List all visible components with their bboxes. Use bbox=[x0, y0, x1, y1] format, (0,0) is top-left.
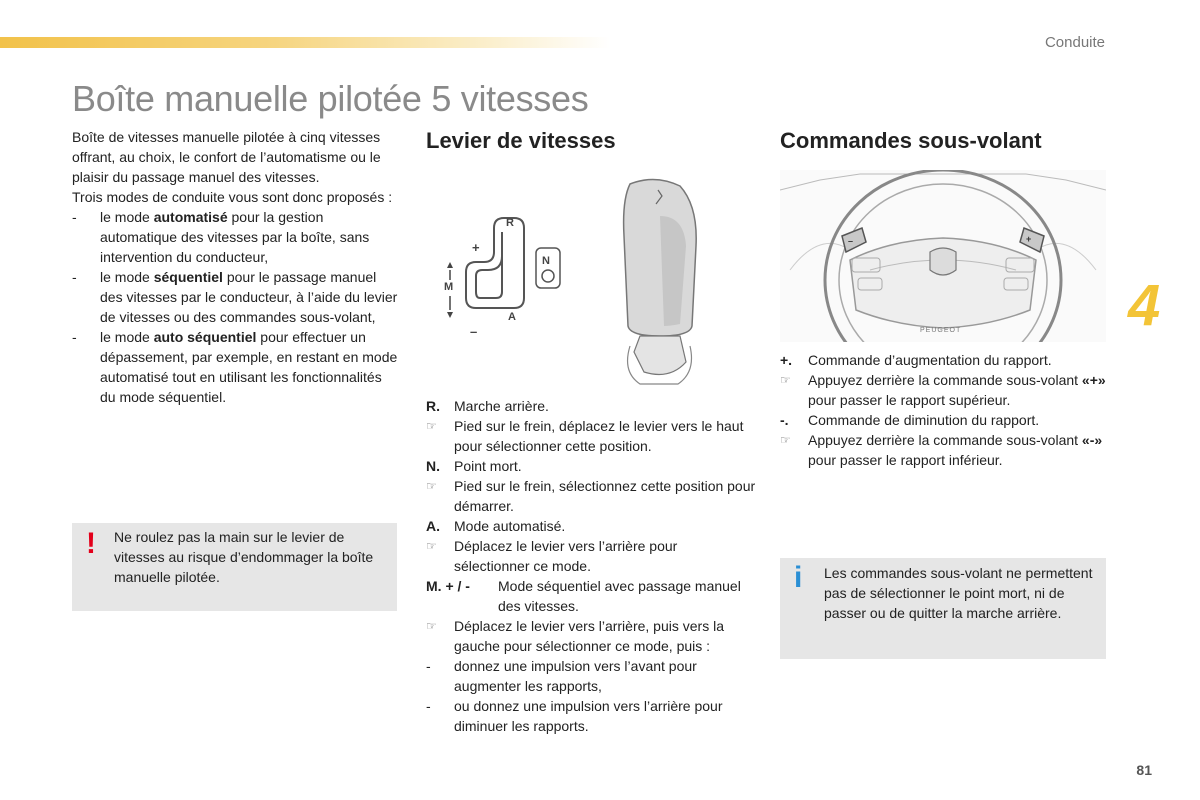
bullet-dash: - bbox=[426, 698, 431, 714]
item-key: A. bbox=[426, 518, 440, 534]
pointing-hand-icon: ☞ bbox=[426, 419, 437, 433]
svg-text:+: + bbox=[1026, 234, 1032, 244]
gate-diagram bbox=[432, 210, 567, 335]
mode-name: séquentiel bbox=[153, 269, 223, 285]
arrow-down-icon bbox=[447, 312, 453, 318]
info-icon: i bbox=[794, 561, 803, 594]
list-item bbox=[780, 350, 1110, 370]
list-item bbox=[780, 370, 1110, 410]
item-text: Appuyez derrière la commande sous-volant bbox=[808, 372, 1082, 388]
list-item bbox=[426, 456, 756, 476]
pointing-hand-icon: ☞ bbox=[426, 479, 437, 493]
warning-box bbox=[72, 523, 397, 611]
gate-label-n: N bbox=[542, 255, 550, 267]
mode-text: pour la gestion automatique des vitesses par la boîte, sans intervention du conducteur, bbox=[100, 209, 370, 265]
item-emphasis: «-» bbox=[1081, 432, 1103, 448]
arrow-up-icon bbox=[447, 262, 453, 268]
list-item bbox=[426, 656, 756, 696]
mode-text: le mode bbox=[100, 269, 154, 285]
list-item bbox=[426, 616, 756, 656]
list-item bbox=[426, 696, 756, 736]
warning-icon: ! bbox=[86, 527, 96, 560]
steering-wheel-illustration bbox=[780, 170, 1106, 342]
info-text: Les commandes sous-volant ne permettent pas de sélectionner le point mort, ni de passer ou de quitter la marche arrière. bbox=[824, 565, 1093, 621]
mode-name: automatisé bbox=[153, 209, 228, 225]
modes-list bbox=[72, 207, 400, 407]
pointing-hand-icon: ☞ bbox=[780, 373, 791, 387]
mode-text: le mode bbox=[100, 209, 154, 225]
mode-text: pour effectuer un dépassement, par exemple, en restant en mode automatisé tout en utilisant les fonctionnalités du mode séquentiel. bbox=[100, 329, 398, 405]
mode-name: auto séquentiel bbox=[153, 329, 257, 345]
warning-text: Ne roulez pas la main sur le levier de vitesses au risque d’endommager la boîte manuelle pilotée. bbox=[114, 529, 374, 585]
bullet-dash: - bbox=[72, 329, 77, 345]
item-text: pour passer le rapport inférieur. bbox=[808, 452, 1003, 468]
list-item bbox=[426, 536, 756, 576]
wheel-brand-label: PEUGEOT bbox=[920, 327, 962, 334]
list-item bbox=[426, 416, 756, 456]
item-text: Pied sur le frein, déplacez le levier vers le haut pour sélectionner cette position. bbox=[454, 418, 744, 454]
pointing-hand-icon: ☞ bbox=[426, 539, 437, 553]
item-text: Mode automatisé. bbox=[454, 518, 566, 534]
mode-text: le mode bbox=[100, 329, 154, 345]
item-text: Commande de diminution du rapport. bbox=[808, 412, 1040, 428]
gate-label-minus: – bbox=[470, 324, 478, 335]
intro-paragraph-2: Trois modes de conduite vous sont donc proposés : bbox=[72, 189, 393, 205]
item-key: M. + / - bbox=[426, 578, 470, 594]
item-text: Marche arrière. bbox=[454, 398, 549, 414]
item-text: ou donnez une impulsion vers l’arrière pour diminuer les rapports. bbox=[454, 698, 723, 734]
item-text: Pied sur le frein, sélectionnez cette position pour démarrer. bbox=[454, 478, 756, 514]
item-text: Commande d’augmentation du rapport. bbox=[808, 352, 1052, 368]
chapter-number: 4 bbox=[1128, 273, 1161, 338]
item-text: Déplacez le levier vers l’arrière pour sélectionner ce mode. bbox=[454, 538, 678, 574]
lever-instructions bbox=[426, 396, 756, 736]
list-item bbox=[72, 267, 400, 327]
bullet-dash: - bbox=[72, 269, 77, 285]
list-item bbox=[426, 516, 756, 536]
svg-text:–: – bbox=[848, 236, 854, 246]
item-emphasis: «+» bbox=[1081, 372, 1106, 388]
page-title: Boîte manuelle pilotée 5 vitesses bbox=[72, 78, 589, 119]
header-accent-bar bbox=[0, 37, 610, 48]
item-key: N. bbox=[426, 458, 440, 474]
intro-paragraph-1: Boîte de vitesses manuelle pilotée à cinq vitesses offrant, au choix, le confort de l’automatisme ou le plaisir du passage manuel des vitesses. bbox=[72, 129, 381, 185]
commands-instructions bbox=[780, 350, 1110, 470]
lever-heading: Levier de vitesses bbox=[426, 128, 616, 153]
gate-label-m: M bbox=[444, 281, 454, 293]
bullet-dash: - bbox=[426, 658, 431, 674]
item-key: R. bbox=[426, 398, 440, 414]
gate-label-r: R bbox=[506, 217, 514, 229]
item-text: Mode séquentiel avec passage manuel des vitesses. bbox=[498, 578, 741, 614]
list-item bbox=[426, 476, 756, 516]
list-item bbox=[72, 327, 400, 407]
intro-column bbox=[72, 127, 400, 407]
commands-heading: Commandes sous-volant bbox=[780, 128, 1042, 153]
list-item bbox=[426, 396, 756, 416]
item-text: pour passer le rapport supérieur. bbox=[808, 392, 1011, 408]
bullet-dash: - bbox=[72, 209, 77, 225]
list-item bbox=[72, 207, 400, 267]
gate-label-plus: + bbox=[472, 240, 480, 255]
item-key: +. bbox=[780, 352, 793, 368]
item-text: Déplacez le levier vers l’arrière, puis vers la gauche pour sélectionner ce mode, puis : bbox=[454, 618, 724, 654]
pointing-hand-icon: ☞ bbox=[780, 433, 791, 447]
list-item bbox=[780, 430, 1110, 470]
item-text: Point mort. bbox=[454, 458, 522, 474]
item-text: donnez une impulsion vers l’avant pour augmenter les rapports, bbox=[454, 658, 697, 694]
page-number: 81 bbox=[1136, 762, 1152, 778]
info-box bbox=[780, 558, 1106, 659]
list-item bbox=[780, 410, 1110, 430]
list-item bbox=[426, 576, 756, 616]
item-key: -. bbox=[780, 412, 789, 428]
mode-text: pour le passage manuel des vitesses par le conducteur, à l’aide du levier de vitesses ou des commandes sous-volant, bbox=[100, 269, 398, 325]
section-label: Conduite bbox=[1044, 34, 1105, 51]
item-text: Appuyez derrière la commande sous-volant bbox=[808, 432, 1082, 448]
gear-lever-illustration bbox=[600, 176, 720, 388]
gate-label-a: A bbox=[508, 311, 516, 323]
pointing-hand-icon: ☞ bbox=[426, 619, 437, 633]
